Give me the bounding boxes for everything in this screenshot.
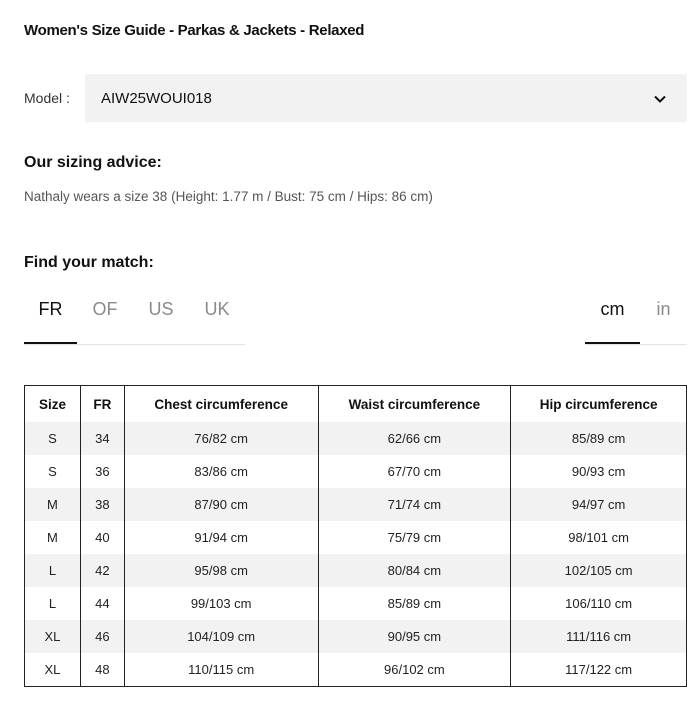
header-waist: Waist circumference xyxy=(318,386,511,423)
model-label: Model : xyxy=(24,90,70,106)
cell-waist: 80/84 cm xyxy=(318,554,511,587)
unit-tabs xyxy=(585,288,687,345)
cell-fr: 34 xyxy=(80,422,124,455)
cell-size: S xyxy=(25,422,81,455)
cell-hip: 85/89 cm xyxy=(511,422,687,455)
cell-size: S xyxy=(25,455,81,488)
cell-chest: 91/94 cm xyxy=(124,521,318,554)
cell-waist: 71/74 cm xyxy=(318,488,511,521)
tab-us[interactable]: US xyxy=(148,299,174,319)
tab-of[interactable]: OF xyxy=(92,299,118,319)
cell-chest: 99/103 cm xyxy=(124,587,318,620)
cell-fr: 46 xyxy=(80,620,124,653)
cell-hip: 102/105 cm xyxy=(511,554,687,587)
cell-fr: 42 xyxy=(80,554,124,587)
cell-size: L xyxy=(25,587,81,620)
cell-chest: 110/115 cm xyxy=(124,653,318,687)
cell-size: XL xyxy=(25,653,81,687)
cell-waist: 96/102 cm xyxy=(318,653,511,687)
cell-fr: 36 xyxy=(80,455,124,488)
table-row xyxy=(25,422,687,455)
header-hip: Hip circumference xyxy=(511,386,687,423)
cell-waist: 67/70 cm xyxy=(318,455,511,488)
cell-fr: 40 xyxy=(80,521,124,554)
table-row xyxy=(25,455,687,488)
header-chest: Chest circumference xyxy=(124,386,318,423)
model-select[interactable] xyxy=(85,74,687,122)
sizing-advice-heading: Our sizing advice: xyxy=(24,154,162,171)
cell-fr: 38 xyxy=(80,488,124,521)
tab-fr[interactable]: FR xyxy=(24,288,77,344)
model-select-value: AIW25WOUI018 xyxy=(101,89,212,107)
tab-uk[interactable]: UK xyxy=(204,299,230,319)
table-row xyxy=(25,587,687,620)
sizing-advice-text: Nathaly wears a size 38 (Height: 1.77 m / Bust: 75 cm / Hips: 86 cm) xyxy=(24,189,433,204)
cell-size: M xyxy=(25,488,81,521)
tab-in[interactable]: in xyxy=(656,299,671,319)
find-match-heading: Find your match: xyxy=(24,254,154,271)
page-title: Women's Size Guide - Parkas & Jackets - Relaxed xyxy=(24,22,365,39)
cell-waist: 85/89 cm xyxy=(318,587,511,620)
cell-chest: 104/109 cm xyxy=(124,620,318,653)
tab-cm[interactable]: cm xyxy=(585,288,640,344)
table-row xyxy=(25,620,687,653)
cell-hip: 98/101 cm xyxy=(511,521,687,554)
table-row xyxy=(25,521,687,554)
cell-chest: 87/90 cm xyxy=(124,488,318,521)
cell-chest: 95/98 cm xyxy=(124,554,318,587)
size-table xyxy=(24,385,687,687)
cell-hip: 94/97 cm xyxy=(511,488,687,521)
cell-chest: 76/82 cm xyxy=(124,422,318,455)
table-row xyxy=(25,653,687,687)
cell-hip: 111/116 cm xyxy=(511,620,687,653)
table-row xyxy=(25,488,687,521)
header-size: Size xyxy=(25,386,81,423)
table-row xyxy=(25,554,687,587)
cell-hip: 117/122 cm xyxy=(511,653,687,687)
cell-size: L xyxy=(25,554,81,587)
cell-hip: 90/93 cm xyxy=(511,455,687,488)
cell-size: M xyxy=(25,521,81,554)
cell-size: XL xyxy=(25,620,81,653)
cell-fr: 48 xyxy=(80,653,124,687)
cell-chest: 83/86 cm xyxy=(124,455,318,488)
header-fr: FR xyxy=(80,386,124,423)
chevron-down-icon xyxy=(653,92,667,106)
cell-waist: 75/79 cm xyxy=(318,521,511,554)
size-system-tabs xyxy=(24,288,245,345)
cell-fr: 44 xyxy=(80,587,124,620)
cell-waist: 90/95 cm xyxy=(318,620,511,653)
cell-waist: 62/66 cm xyxy=(318,422,511,455)
cell-hip: 106/110 cm xyxy=(511,587,687,620)
table-header-row xyxy=(25,386,687,423)
